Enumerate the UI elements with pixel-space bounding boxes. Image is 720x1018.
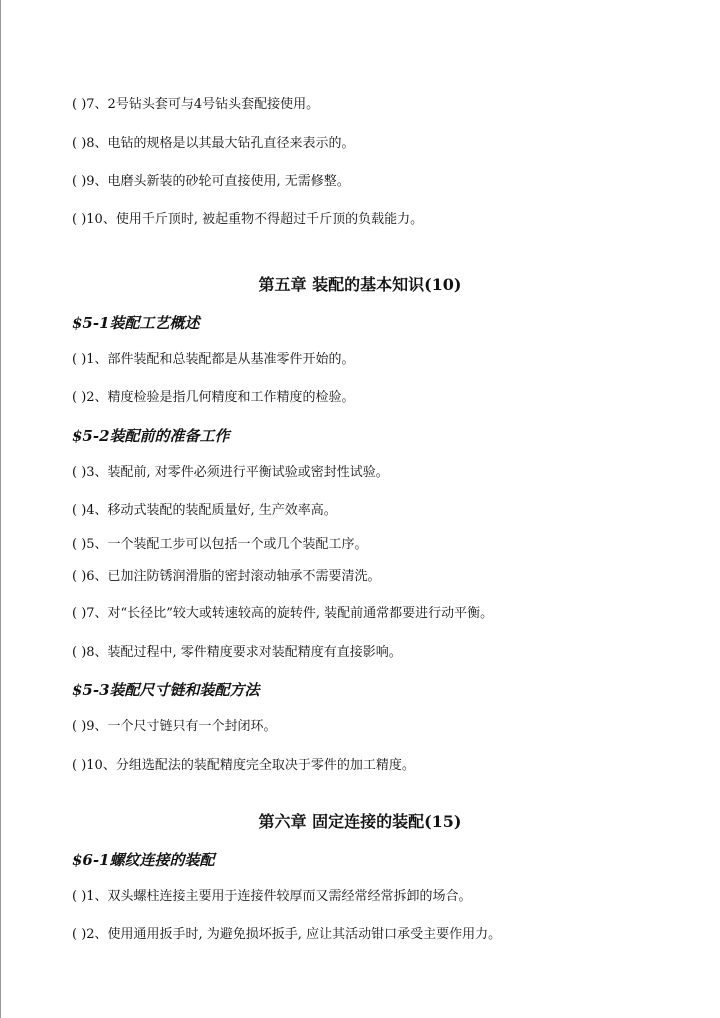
question-6-2: ( )2、使用通用扳手时, 为避免损坏扳手, 应让其活动钳口承受主要作用力。 xyxy=(72,927,502,942)
question-5-1: ( )1、部件装配和总装配都是从基准零件开始的。 xyxy=(72,352,355,367)
question-5-7: ( )7、对“长径比”较大或转速较高的旋转件, 装配前通常都要进行动平衡。 xyxy=(72,606,494,621)
question-4-9: ( )9、电磨头新装的砂轮可直接使用, 无需修整。 xyxy=(72,174,350,189)
question-5-9: ( )9、一个尺寸链只有一个封闭环。 xyxy=(72,719,277,734)
question-5-4: ( )4、移动式装配的装配质量好, 生产效率高。 xyxy=(72,503,337,518)
question-5-5: ( )5、一个装配工步可以包括一个或几个装配工序。 xyxy=(72,537,368,552)
section-6-1-title: $6-1螺纹连接的装配 xyxy=(72,851,215,869)
section-5-1-title: $5-1装配工艺概述 xyxy=(72,314,200,332)
question-6-1: ( )1、双头螺柱连接主要用于连接件较厚而又需经常经常拆卸的场合。 xyxy=(72,889,472,904)
page-edge xyxy=(0,0,1,1018)
question-5-2: ( )2、精度检验是指几何精度和工作精度的检验。 xyxy=(72,390,355,405)
question-5-3: ( )3、装配前, 对零件必须进行平衡试验或密封性试验。 xyxy=(72,465,389,480)
section-5-3-title: $5-3装配尺寸链和装配方法 xyxy=(72,681,260,699)
question-5-8: ( )8、装配过程中, 零件精度要求对装配精度有直接影响。 xyxy=(72,645,402,660)
chapter-6-title: 第六章 固定连接的装配(15) xyxy=(258,812,462,831)
section-5-2-title: $5-2装配前的准备工作 xyxy=(72,427,230,445)
question-5-10: ( )10、分组选配法的装配精度完全取决于零件的加工精度。 xyxy=(72,758,415,773)
question-4-7: ( )7、2号钻头套可与4号钻头套配接使用。 xyxy=(72,97,320,112)
question-5-6: ( )6、已加注防锈润滑脂的密封滚动轴承不需要清洗。 xyxy=(72,569,381,584)
question-4-8: ( )8、电钻的规格是以其最大钻孔直径来表示的。 xyxy=(72,136,355,151)
chapter-5-title: 第五章 装配的基本知识(10) xyxy=(258,275,462,294)
question-4-10: ( )10、使用千斤顶时, 被起重物不得超过千斤顶的负载能力。 xyxy=(72,212,424,227)
